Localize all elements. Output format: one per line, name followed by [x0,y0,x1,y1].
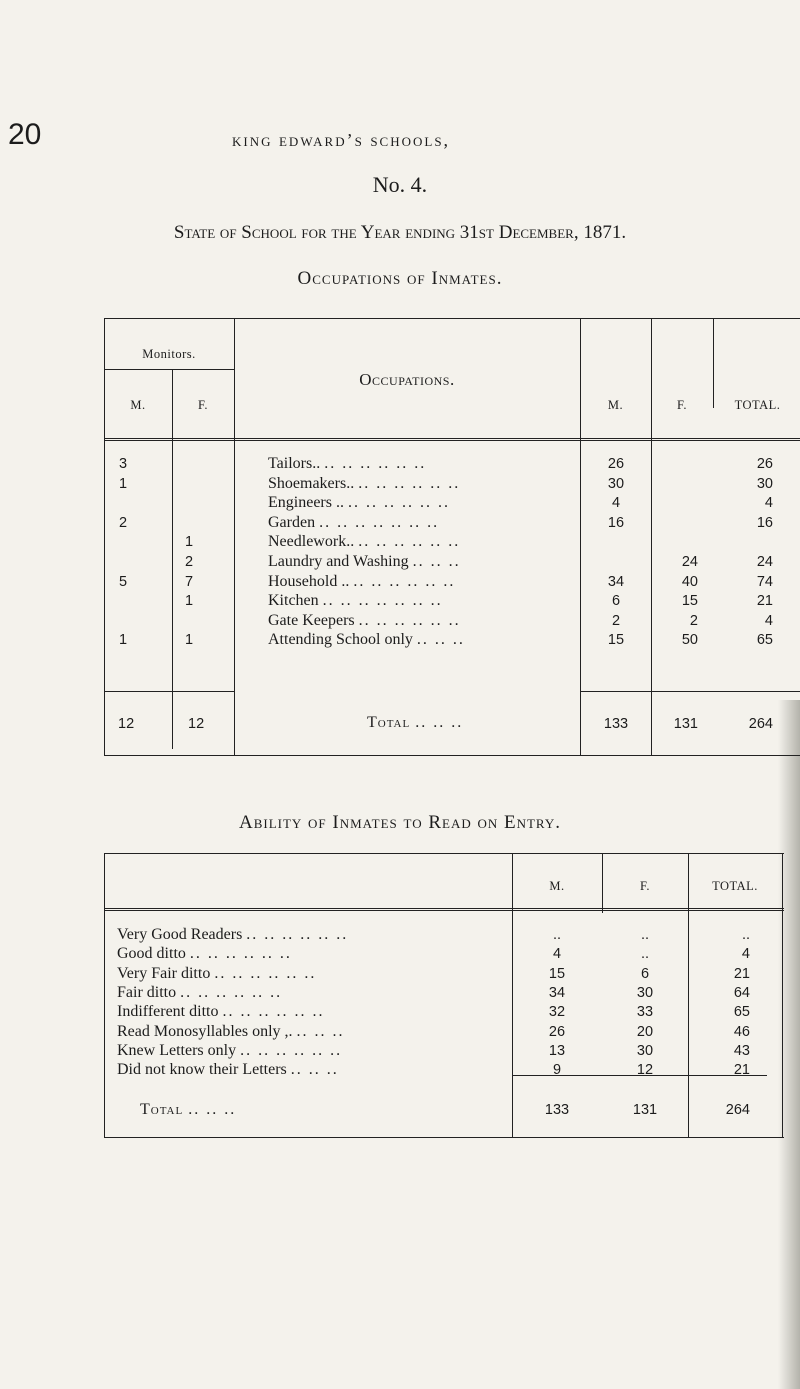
table-rule [651,318,652,755]
table-rule [104,318,800,319]
monitors-m-cell: 1 [118,632,128,649]
f-cell: 24 [681,554,698,570]
m-header: M. [607,398,624,412]
total-cell: 74 [756,573,773,590]
f-total: 131 [673,716,698,732]
occupation-label: Engineers .. .. .. .. .. .. .. [268,494,450,512]
m-cell: 4 [611,495,621,512]
ability-m-total: 133 [544,1102,570,1118]
ability-f-cell: 33 [636,1004,654,1021]
ability-f-cell: 20 [636,1023,654,1040]
total-cell: 4 [764,495,773,512]
ability-title: Ability of Inmates to Read on Entry. [238,812,562,833]
ability-m-cell: .. [552,927,562,943]
monitors-header: Monitors. [142,347,196,361]
ability-total-cell: 65 [733,1004,750,1021]
table-rule [172,369,173,749]
ability-f-cell: 6 [640,965,650,982]
total-cell: 26 [756,456,773,472]
ability-m-cell: 9 [552,1062,562,1079]
monitors-f-header: F. [197,398,209,412]
table-rule [104,853,784,854]
table-rule [688,853,689,1137]
table-rule [782,853,783,1137]
reading-ability-label: Indifferent ditto .. .. .. .. .. .. [117,1003,325,1021]
total-label: Total .. .. .. [367,714,464,731]
monitors-m-total: 12 [118,716,135,732]
monitors-m-cell: 2 [118,514,128,531]
monitors-f-cell: 2 [184,554,194,570]
monitors-m-cell: 3 [118,456,128,472]
page-number: 20 [8,118,42,151]
monitors-m-cell: 1 [118,475,128,492]
ability-m-cell: 4 [552,946,562,963]
table-rule [104,691,234,692]
ability-total-cell: 21 [733,965,750,982]
ability-total-cell: 43 [733,1042,750,1059]
reading-ability-label: Knew Letters only .. .. .. .. .. .. [117,1041,343,1059]
occupation-label: Garden .. .. .. .. .. .. .. [268,513,440,531]
table-rule [512,853,513,1137]
occupation-label: Attending School only .. .. .. [268,631,465,649]
ability-f-cell: 30 [636,1042,654,1059]
monitors-f-total: 12 [188,716,205,732]
ability-m-cell: 15 [548,965,566,982]
occupation-label: Laundry and Washing .. .. .. [268,553,461,570]
monitors-f-cell: 1 [184,632,194,649]
ability-f-total: 131 [632,1102,658,1118]
total-cell: 16 [756,514,773,531]
occupation-label: Needlework.. .. .. .. .. .. .. [268,533,461,551]
m-cell: 15 [607,632,625,649]
ability-total-cell: 64 [733,984,750,1001]
m-cell: 26 [607,456,625,472]
table-rule [580,691,800,692]
f-header: F. [676,398,688,412]
running-head: king edward’s schools, [232,130,451,150]
total-header: TOTAL. [734,398,781,412]
m-total: 133 [603,716,629,732]
ability-total-label: Total .. .. .. [140,1101,237,1118]
document-number: No. 4. [372,172,428,197]
occupation-label: Gate Keepers .. .. .. .. .. .. [268,611,461,629]
occupations-title: Occupations of Inmates. [297,268,503,289]
m-cell: 6 [611,593,621,610]
grand-total: 264 [748,716,773,732]
m-cell: 34 [607,573,625,590]
occupation-label: Shoemakers.. .. .. .. .. .. .. [268,474,461,492]
occupation-label: Tailors.. .. .. .. .. .. .. [268,455,427,472]
ability-f-cell: 12 [636,1062,654,1079]
total-cell: 4 [764,612,773,629]
ability-grand-total: 264 [725,1102,750,1118]
monitors-m-header: M. [130,398,146,412]
table-rule [104,1137,784,1138]
reading-ability-label: Did not know their Letters .. .. .. [117,1061,339,1079]
ability-m-cell: 32 [548,1004,566,1021]
f-cell: 40 [681,573,698,590]
reading-ability-label: Very Fair ditto .. .. .. .. .. .. [117,964,317,982]
reading-ability-label: Read Monosyllables only ,. .. .. .. [117,1022,345,1040]
total-cell: 21 [756,593,773,610]
table-rule [104,755,800,756]
ability-total-cell: 4 [741,946,750,963]
f-cell: 50 [681,632,698,649]
table-rule [104,369,234,370]
ability-total-cell: 21 [733,1062,750,1079]
m-cell: 2 [611,612,621,629]
table-rule [713,318,714,408]
ability-total-cell: 46 [733,1023,750,1040]
monitors-f-cell: 1 [184,534,194,551]
monitors-f-cell: 7 [184,573,194,590]
document-subtitle: State of School for the Year ending 31st December, 1871. [173,222,627,243]
ability-total-cell: .. [741,927,750,943]
occupation-label: Household .. .. .. .. .. .. .. [268,572,456,590]
ability-m-header: M. [549,879,565,893]
ability-m-cell: 13 [548,1042,566,1059]
table-rule [104,853,105,1137]
occupation-label: Kitchen .. .. .. .. .. .. .. [268,592,443,610]
ability-total-header: TOTAL. [712,879,758,893]
reading-ability-label: Good ditto .. .. .. .. .. .. [117,945,292,963]
reading-ability-label: Very Good Readers .. .. .. .. .. .. [117,926,349,943]
table-rule [104,438,800,441]
total-cell: 65 [756,632,773,649]
ability-f-cell: 30 [636,984,654,1001]
ability-f-cell: .. [640,946,650,963]
monitors-f-cell: 1 [184,593,194,610]
monitors-m-cell: 5 [118,573,128,590]
m-cell: 30 [607,475,625,492]
total-cell: 24 [756,554,773,570]
table-rule [104,908,784,911]
m-cell: 16 [607,514,625,531]
ability-f-header: F. [639,879,651,893]
ability-f-cell: .. [640,927,650,943]
occupations-header: Occupations. [359,370,455,389]
total-cell: 30 [756,475,773,492]
f-cell: 2 [689,612,698,629]
reading-ability-label: Fair ditto .. .. .. .. .. .. [117,983,283,1001]
ability-m-cell: 26 [548,1023,566,1040]
table-rule [580,318,581,755]
ability-m-cell: 34 [548,984,566,1001]
f-cell: 15 [681,593,698,610]
table-rule [104,318,105,755]
